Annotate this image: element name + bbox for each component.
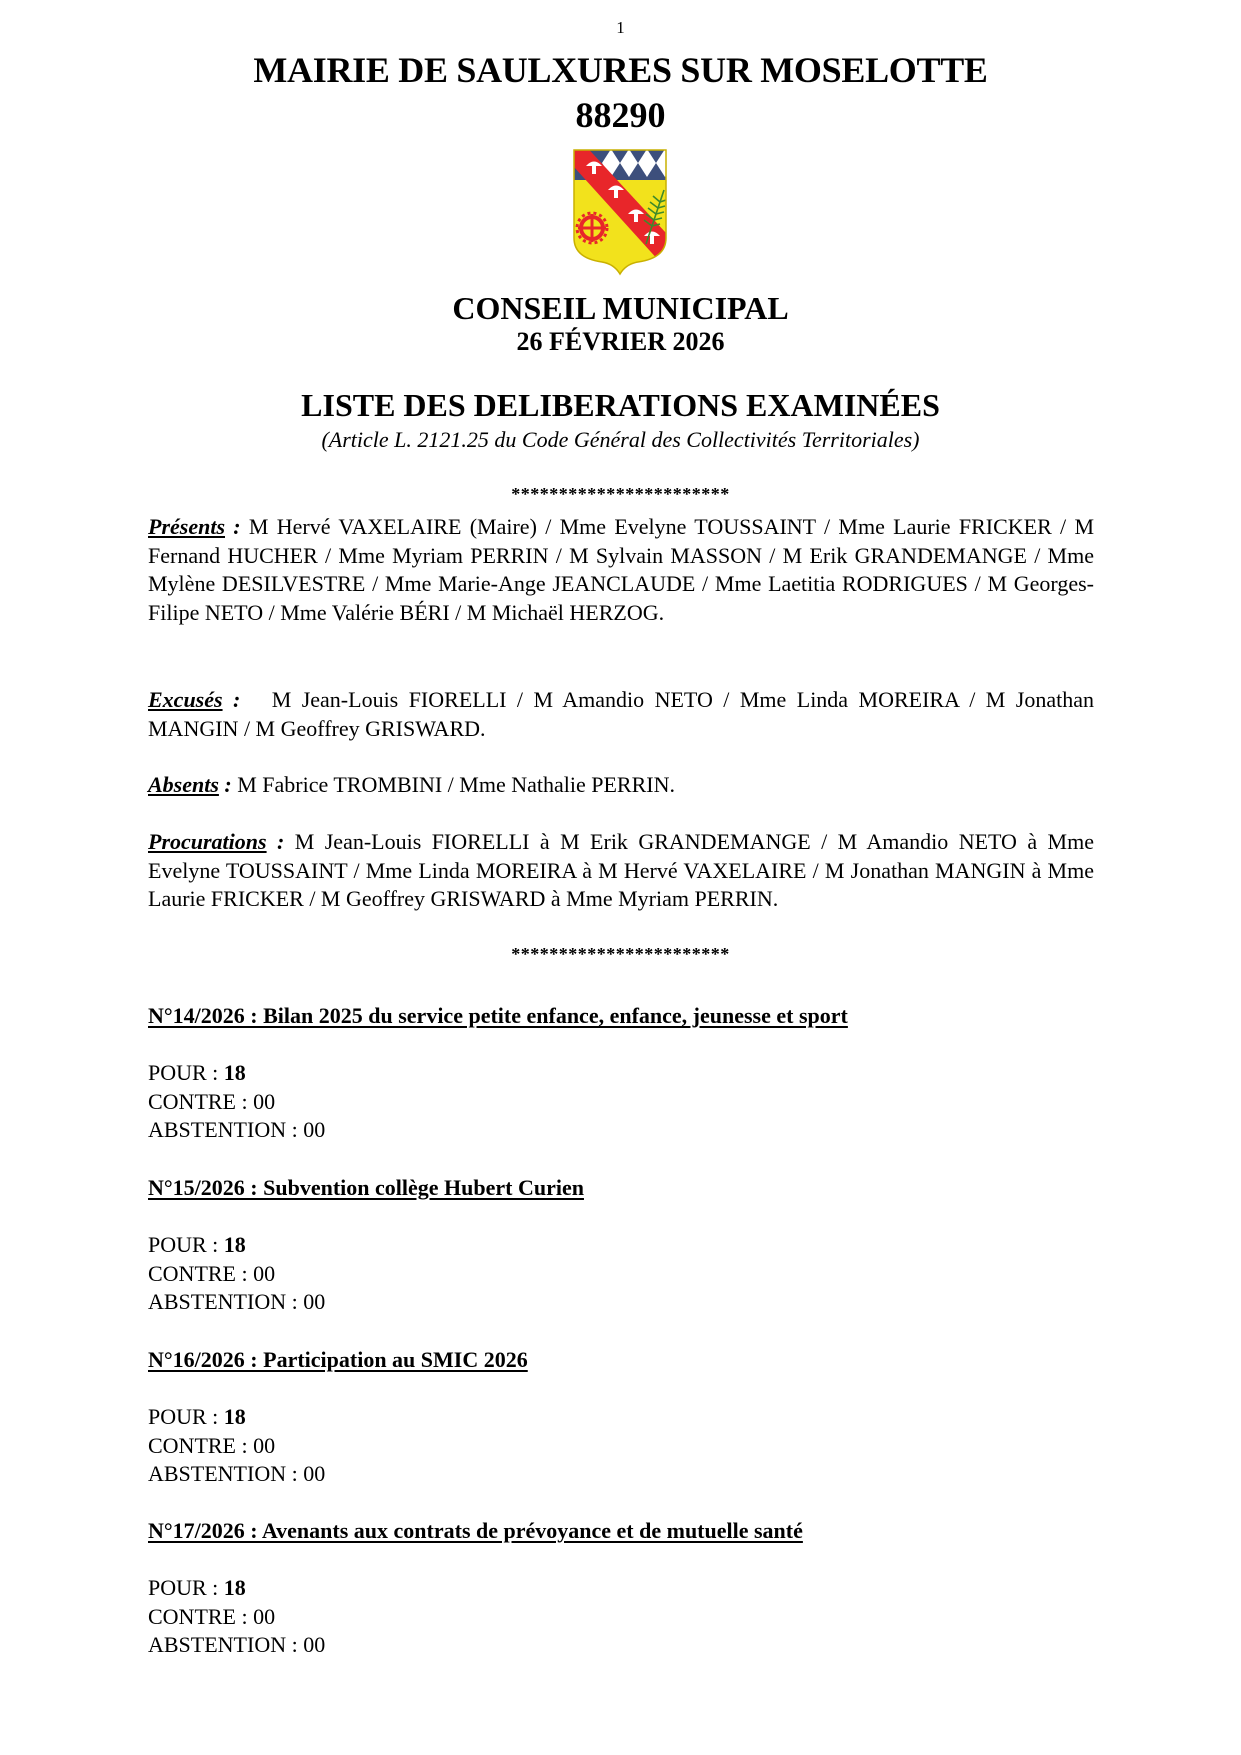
vote-pour-label: POUR : <box>148 1575 224 1600</box>
deliberation-item <box>148 1002 1094 1145</box>
vote-abstention-label: ABSTENTION : <box>148 1632 304 1658</box>
vote-pour-value: 18 <box>223 1060 246 1085</box>
procurations-colon: : <box>266 829 285 854</box>
presents-text: M Hervé VAXELAIRE (Maire) / Mme Evelyne TOUSSAINT / Mme Laurie FRICKER / M Fernand HUCHER / Mme Myriam PERRIN / M Sylvain MASSON / M Erik GRANDEMANGE / Mme Mylène DESILVESTRE / Mme Marie-Ange JEANCLAUDE / Mme Laetitia RODRIGUES / M Georges-Filipe NETO / Mme Valérie BÉRI / M Michaël HERZOG. <box>148 514 1095 625</box>
excuses-text: M Jean-Louis FIORELLI / M Amandio NETO / Mme Linda MOREIRA / M Jonathan MANGIN / M Geoffrey GRISWARD. <box>148 687 1100 741</box>
absents-label: Absents <box>148 772 219 797</box>
vote-abstention <box>148 1460 1094 1489</box>
vote-results <box>148 1059 1094 1145</box>
postcode: 88290 <box>575 95 666 135</box>
vote-pour-value: 18 <box>223 1404 246 1429</box>
vote-contre <box>148 1260 1094 1289</box>
separator: *********************** <box>511 944 730 964</box>
vote-abstention-value: 00 <box>303 1632 326 1658</box>
absents-colon: : <box>218 772 232 797</box>
absents-paragraph <box>148 771 1094 800</box>
vote-pour-label: POUR : <box>148 1404 224 1429</box>
vote-abstention-value: 00 <box>303 1461 326 1487</box>
vote-abstention-value: 00 <box>303 1117 326 1143</box>
deliberation-title: N°17/2026 : Avenants aux contrats de prévoyance et de mutuelle santé <box>148 1518 803 1543</box>
document-title: LISTE DES DELIBERATIONS EXAMINÉES <box>301 387 940 423</box>
vote-contre-value: 00 <box>253 1260 276 1286</box>
deliberation-item <box>148 1174 1094 1317</box>
vote-contre-value: 00 <box>253 1432 276 1458</box>
vote-abstention <box>148 1116 1094 1145</box>
excuses-colon: : <box>222 687 241 712</box>
vote-pour-label: POUR : <box>148 1060 224 1085</box>
vote-pour <box>148 1574 1094 1603</box>
procurations-paragraph <box>148 828 1094 914</box>
vote-results <box>148 1403 1094 1489</box>
meeting-title: CONSEIL MUNICIPAL <box>452 290 789 326</box>
vote-pour-value: 18 <box>223 1232 246 1257</box>
vote-pour <box>148 1403 1094 1432</box>
deliberation-item <box>148 1517 1094 1660</box>
presents-label: Présents <box>148 514 225 539</box>
vote-results <box>148 1574 1094 1660</box>
meeting-date: 26 FÉVRIER 2026 <box>516 327 725 356</box>
vote-abstention <box>148 1631 1094 1660</box>
vote-contre <box>148 1088 1094 1117</box>
presents-paragraph <box>148 513 1094 627</box>
vote-abstention-value: 00 <box>303 1289 326 1315</box>
procurations-text: M Jean-Louis FIORELLI à M Erik GRANDEMANGE / M Amandio NETO à Mme Evelyne TOUSSAINT / Mme Linda MOREIRA à M Hervé VAXELAIRE / M Jonathan MANGIN à Mme Laurie FRICKER / M Geoffrey GRISWARD à Mme Myriam PERRIN. <box>148 829 1094 912</box>
deliberation-title: N°16/2026 : Participation au SMIC 2026 <box>148 1347 528 1372</box>
vote-contre-value: 00 <box>253 1603 276 1629</box>
deliberation-item <box>148 1346 1094 1489</box>
vote-contre-label: CONTRE : <box>148 1432 254 1458</box>
vote-abstention-label: ABSTENTION : <box>148 1461 304 1487</box>
vote-contre <box>148 1603 1094 1632</box>
page-number: 1 <box>616 18 625 37</box>
vote-contre-value: 00 <box>253 1088 276 1114</box>
vote-abstention-label: ABSTENTION : <box>148 1117 304 1143</box>
presents-colon: : <box>225 514 241 539</box>
vote-contre-label: CONTRE : <box>148 1603 254 1629</box>
mairie-title: MAIRIE DE SAULXURES SUR MOSELOTTE <box>253 50 988 90</box>
excuses-paragraph <box>148 686 1100 743</box>
vote-pour-value: 18 <box>223 1575 246 1600</box>
excuses-label: Excusés <box>148 687 223 712</box>
vote-pour <box>148 1059 1094 1088</box>
vote-pour <box>148 1231 1094 1260</box>
vote-abstention-label: ABSTENTION : <box>148 1289 304 1315</box>
vote-results <box>148 1231 1094 1317</box>
deliberation-title: N°14/2026 : Bilan 2025 du service petite enfance, enfance, jeunesse et sport <box>148 1003 848 1028</box>
procurations-label: Procurations <box>148 829 267 854</box>
vote-contre-label: CONTRE : <box>148 1260 254 1286</box>
separator: *********************** <box>511 484 730 504</box>
vote-contre <box>148 1432 1094 1461</box>
vote-contre-label: CONTRE : <box>148 1088 254 1114</box>
vote-pour-label: POUR : <box>148 1232 224 1257</box>
absents-text: M Fabrice TROMBINI / Mme Nathalie PERRIN. <box>231 772 675 797</box>
coat-of-arms-icon <box>568 146 672 278</box>
deliberation-title: N°15/2026 : Subvention collège Hubert Curien <box>148 1175 584 1200</box>
vote-abstention <box>148 1288 1094 1317</box>
legal-reference: (Article L. 2121.25 du Code Général des Collectivités Territoriales) <box>321 427 920 452</box>
